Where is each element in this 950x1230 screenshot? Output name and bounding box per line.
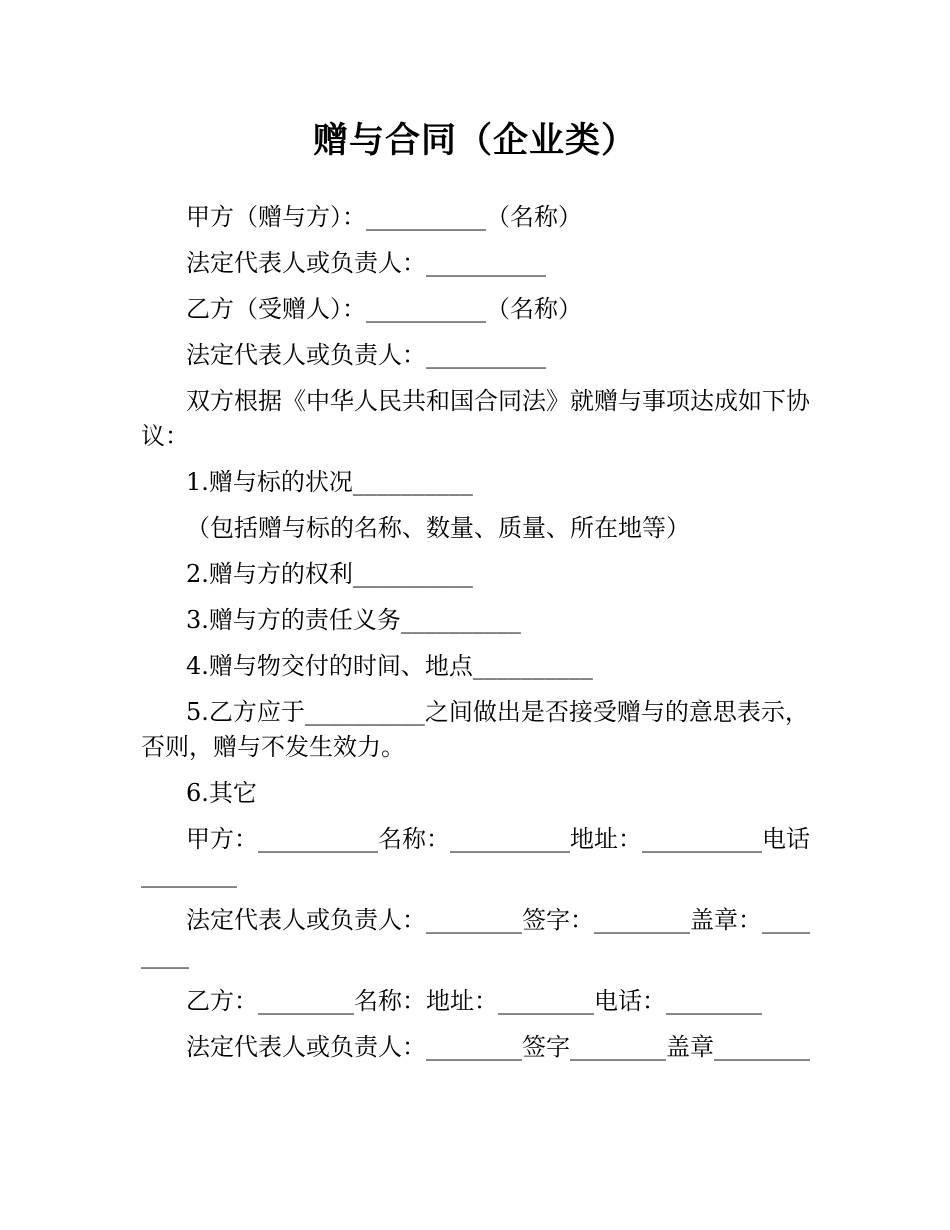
clause-6-other: 6.其它 xyxy=(186,779,257,807)
party-b-representative-line: 法定代表人或负责人：__________ xyxy=(186,341,546,369)
clause-5-acceptance: 5.乙方应于__________之间做出是否接受赠与的意思表示，否则，赠与不发生效力。 xyxy=(141,698,809,761)
clause-2-donor-rights: 2.赠与方的权利__________ xyxy=(186,560,473,588)
party-a-representative-signature: 法定代表人或负责人：________签字：________盖章：________ xyxy=(141,906,810,969)
clause-1-gift-subject: 1.赠与标的状况__________ xyxy=(186,468,473,496)
document-body xyxy=(141,200,811,1076)
clause-1-note: （包括赠与标的名称、数量、质量、所在地等） xyxy=(186,514,690,542)
party-b-line: 乙方（受赠人）：__________（名称） xyxy=(186,295,582,323)
party-a-line: 甲方（赠与方）：__________（名称） xyxy=(186,203,582,231)
clause-3-donor-obligations: 3.赠与方的责任义务__________ xyxy=(186,606,521,634)
party-a-representative-line: 法定代表人或负责人：__________ xyxy=(186,249,546,277)
agreement-intro-paragraph: 双方根据《中华人民共和国合同法》就赠与事项达成如下协议： xyxy=(141,387,810,450)
party-a-signature-block: 甲方：__________名称：__________地址：__________电话________ xyxy=(141,825,810,888)
document-title: 赠与合同（企业类） xyxy=(312,121,637,161)
party-b-representative-signature: 法定代表人或负责人：________签字________盖章________ xyxy=(186,1033,810,1061)
clause-4-delivery-time-place: 4.赠与物交付的时间、地点__________ xyxy=(186,652,593,680)
party-b-signature-block: 乙方：________名称：地址：________电话：________ xyxy=(186,987,762,1015)
